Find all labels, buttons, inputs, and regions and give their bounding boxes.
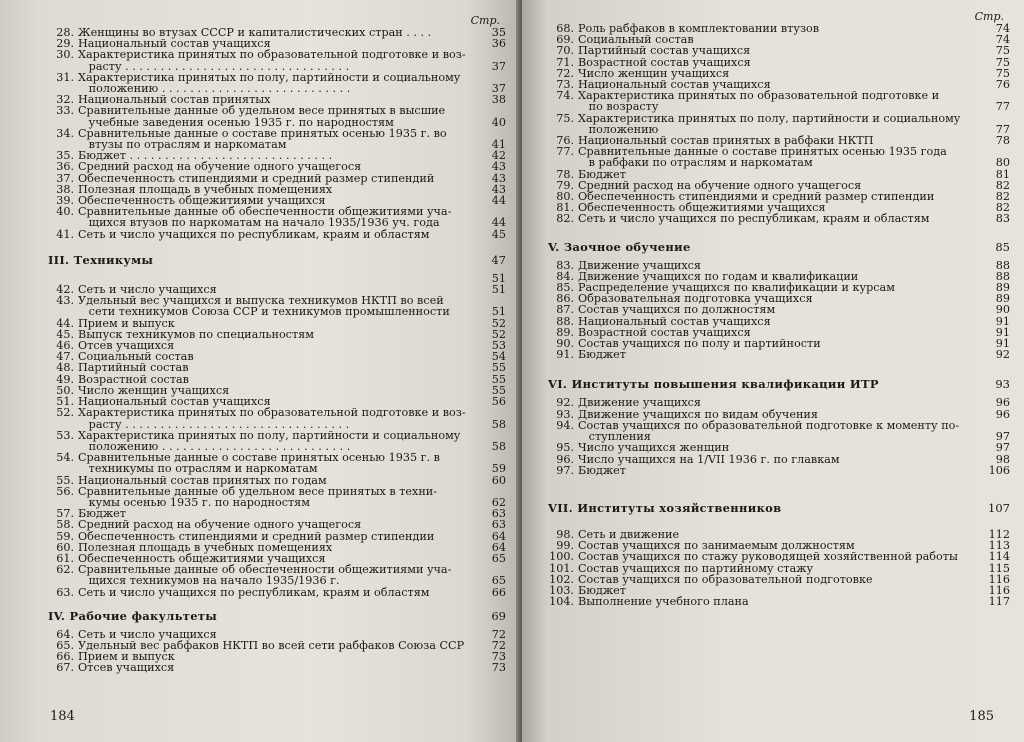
entry-number: 37. [56, 171, 74, 185]
entry-title: ступления [578, 430, 651, 444]
entry-title: Удельный вес рабфаков НКТП во всей сети рабфаков Союза ССР [78, 638, 465, 652]
entry-page: 92 [995, 348, 1010, 362]
entry-page: 77 [995, 100, 1010, 114]
entry-number: 36. [56, 160, 74, 174]
entry-title: Выпуск техникумов по специальностям [78, 327, 314, 341]
entry-page: 82 [995, 201, 1010, 215]
entry-page: 38 [491, 93, 506, 107]
entry-number: 77. [556, 145, 574, 159]
section-title: VII. Институты хозяйственников [548, 500, 782, 515]
entry-page: 89 [995, 292, 1010, 306]
toc-section-heading [548, 502, 1010, 515]
entry-title: Бюджет [578, 167, 626, 181]
entry-page: 116 [988, 572, 1010, 586]
entry-page: 44 [491, 194, 506, 208]
entry-title: Состав учащихся по занимаемым должностям [578, 539, 855, 553]
entry-number: 32. [56, 93, 74, 107]
entry-page: 43 [491, 160, 506, 174]
entry-number: 40. [56, 205, 74, 219]
entry-number: 63. [56, 585, 74, 599]
entry-page: 40 [491, 115, 506, 129]
entry-number: 87. [556, 303, 574, 317]
entry-title: Национальный состав учащихся [78, 395, 271, 409]
entry-page: 112 [988, 527, 1010, 541]
entry-title: Характеристика принятых по образовательной подготовке и воз- [78, 48, 466, 62]
entry-title: Бюджет . . . . . . . . . . . . . . . . . . . . . . . . . . . . . [78, 149, 333, 163]
entry-title: Обеспеченность общежитиями учащихся [78, 194, 326, 208]
entry-number: 82. [556, 212, 574, 226]
entry-page: 72 [491, 638, 506, 652]
entry-title: Состав учащихся по должностям [578, 303, 776, 317]
entry-number: 75. [556, 111, 574, 125]
entry-number: 102. [549, 572, 574, 586]
entry-page: 45 [491, 227, 506, 241]
entry-title: Средний расход на обучение одного учащегося [78, 160, 362, 174]
entry-title: кумы осенью 1935 г. по народностям [78, 495, 310, 509]
entry-number: 78. [556, 167, 574, 181]
entry-page: 97 [995, 441, 1010, 455]
entry-page: 54 [491, 350, 506, 364]
toc-entry [48, 407, 506, 418]
entry-title: Прием и выпуск [78, 650, 175, 664]
entry-title: Образовательная подготовка учащихся [578, 292, 813, 306]
entry-page: 83 [995, 212, 1010, 226]
entry-page: 51 [491, 283, 506, 297]
entry-title: Движение учащихся [578, 396, 701, 410]
entry-number: 64. [56, 627, 74, 641]
entry-page: 65 [491, 551, 506, 565]
entry-page: 91 [995, 314, 1010, 328]
entry-title: Состав учащихся по стажу руководящей хозяйственной работы [578, 550, 958, 564]
entry-number: 83. [556, 258, 574, 272]
entry-page: 80 [995, 156, 1010, 170]
entry-number: 51. [56, 395, 74, 409]
entry-page: 76 [995, 78, 1010, 92]
section-title: V. Заочное обучение [548, 239, 691, 254]
section-title: IV. Рабочие факультеты [48, 608, 218, 623]
entry-title: Национальный состав учащихся [578, 314, 771, 328]
entry-number: 86. [556, 292, 574, 306]
entry-page: 60 [491, 473, 506, 487]
entry-page: 98 [995, 452, 1010, 466]
entry-number: 98. [556, 527, 574, 541]
entry-title: расту . . . . . . . . . . . . . . . . . . . . . . . . . . . . . . . . [78, 59, 350, 73]
entry-number: 68. [556, 22, 574, 35]
entry-number: 49. [56, 372, 74, 386]
page-number: 184 [50, 709, 75, 724]
toc-entry [48, 463, 506, 474]
entry-title: Характеристика принятых по полу, партийности и социальному [578, 111, 961, 125]
entry-page: 65 [491, 574, 506, 588]
entry-page: 41 [491, 138, 506, 152]
entry-number: 41. [56, 227, 74, 241]
entry-title: Состав учащихся по образовательной подготовке [578, 572, 873, 586]
entry-title: Состав учащихся по партийному стажу [578, 561, 814, 575]
entry-page: 55 [491, 383, 506, 397]
page-header-label: Стр. [470, 14, 500, 27]
entry-title: Обеспеченность стипендиями и средний размер стипендии [578, 190, 935, 204]
section-page: 107 [988, 500, 1010, 515]
entry-number: 88. [556, 314, 574, 328]
entry-title: Сеть и число учащихся по республикам, краям и областям [78, 227, 430, 241]
entry-title: Обеспеченность стипендиями и средний размер стипендий [78, 171, 435, 185]
entry-number: 35. [56, 149, 74, 163]
entry-page: 117 [988, 595, 1010, 609]
entry-page: 78 [995, 134, 1010, 148]
entry-number: 29. [56, 37, 74, 51]
entry-title: положению . . . . . . . . . . . . . . . . . . . . . . . . . . . [78, 439, 351, 453]
entry-page: 51 [491, 271, 506, 285]
entry-page: 91 [995, 325, 1010, 339]
entry-title: Партийный состав учащихся [578, 44, 751, 58]
entry-title: расту . . . . . . . . . . . . . . . . . . . . . . . . . . . . . . . . [78, 417, 350, 431]
page-header-label: Стр. [974, 10, 1004, 23]
section-page: 85 [995, 239, 1010, 254]
entry-page: 113 [988, 539, 1010, 553]
entry-number: 61. [56, 551, 74, 565]
entry-number: 54. [56, 451, 74, 465]
entry-title: Полезная площадь в учебных помещениях [78, 182, 333, 196]
entry-title: Сравнительные данные об обеспеченности общежитиями уча- [78, 205, 452, 219]
entry-number: 72. [556, 66, 574, 80]
entry-title: Средний расход на обучение одного учащегося [578, 178, 862, 192]
entry-title: Средний расход на обучение одного учащегося [78, 518, 362, 532]
entry-number: 42. [56, 283, 74, 297]
entry-title: щихся техникумов на начало 1935/1936 г. [78, 574, 340, 588]
entry-page: 35 [491, 26, 506, 39]
entry-title: Характеристика принятых по полу, партийности и социальному [78, 70, 461, 84]
entry-title: Движение учащихся по видам обучения [578, 407, 818, 421]
entry-page: 42 [491, 149, 506, 163]
entry-number: 84. [556, 269, 574, 283]
entry-number: 81. [556, 201, 574, 215]
entry-title: Социальный состав [78, 350, 194, 364]
entry-number: 48. [56, 361, 74, 375]
entry-number: 101. [549, 561, 574, 575]
entry-number: 73. [556, 78, 574, 92]
entry-number: 70. [556, 44, 574, 58]
entry-number: 38. [56, 182, 74, 196]
entry-number: 94. [556, 418, 574, 432]
entry-title: Число учащихся женщин [578, 441, 730, 455]
entry-number: 65. [56, 638, 74, 652]
entry-number: 93. [556, 407, 574, 421]
entry-page: 37 [491, 82, 506, 96]
toc-entry [48, 105, 506, 116]
entry-number: 76. [556, 134, 574, 148]
entry-title: Партийный состав [78, 361, 189, 375]
entry-number: 56. [56, 484, 74, 498]
entry-title: Число женщин учащихся [78, 383, 230, 397]
entry-number: 79. [556, 178, 574, 192]
entry-number: 46. [56, 339, 74, 353]
entry-title: Отсев учащихся [78, 339, 175, 353]
entry-page: 73 [491, 650, 506, 664]
entry-title: Сеть и число учащихся [78, 283, 217, 297]
entry-page: 75 [995, 55, 1010, 69]
entry-page: 75 [995, 66, 1010, 80]
entry-number: 50. [56, 383, 74, 397]
entry-page: 43 [491, 182, 506, 196]
entry-title: Обеспеченность общежитиями учащихся [578, 201, 826, 215]
toc-entry [48, 161, 506, 172]
toc-entry [548, 157, 1010, 168]
toc-list [48, 629, 506, 674]
entry-page: 52 [491, 327, 506, 341]
entry-title: по возрасту [578, 100, 659, 114]
entry-page: 115 [988, 561, 1010, 575]
entry-number: 67. [56, 661, 74, 675]
entry-page: 72 [491, 627, 506, 641]
entry-page: 97 [995, 430, 1010, 444]
entry-title: Распределение учащихся по квалификации и курсам [578, 281, 895, 295]
entry-title: Обеспеченность общежитиями учащихся [78, 551, 326, 565]
entry-title: Женщины во втузах СССР и капиталистических стран . . . . [78, 26, 432, 39]
entry-title: Движение учащихся по годам и квалификации [578, 269, 859, 283]
entry-page: 114 [988, 550, 1010, 564]
toc-entry [48, 306, 506, 317]
entry-title: щихся втузов по наркоматам на начало 1935/1936 уч. года [78, 216, 440, 230]
toc-list [548, 23, 1010, 225]
entry-page: 43 [491, 171, 506, 185]
entry-number: 104. [549, 595, 574, 609]
entry-title: Роль рабфаков в комплектовании втузов [578, 22, 820, 35]
entry-page: 56 [491, 395, 506, 409]
entry-number: 92. [556, 396, 574, 410]
toc-entry [548, 101, 1010, 112]
entry-number: 66. [56, 650, 74, 664]
entry-title: Сеть и число учащихся по республикам, краям и областям [578, 212, 930, 226]
entry-title: Бюджет [578, 463, 626, 477]
toc-list [48, 27, 506, 240]
entry-page: 64 [491, 529, 506, 543]
entry-number: 95. [556, 441, 574, 455]
entry-title: Выполнение учебного плана [578, 595, 749, 609]
entry-title: учебные заведения осенью 1935 г. по народностям [78, 115, 394, 129]
entry-title: Отсев учащихся [78, 661, 175, 675]
toc-list [548, 397, 1010, 475]
entry-page: 66 [491, 585, 506, 599]
entry-number: 43. [56, 294, 74, 308]
entry-page: 82 [995, 178, 1010, 192]
entry-title: в рабфаки по отраслям и наркоматам [578, 156, 813, 170]
entry-number: 34. [56, 126, 74, 140]
entry-title: втузы по отраслям и наркоматам [78, 138, 287, 152]
entry-page: 63 [491, 518, 506, 532]
entry-title: Сравнительные данные о составе принятых осенью 1935 г. во [78, 126, 447, 140]
entry-title: положению . . . . . . . . . . . . . . . . . . . . . . . . . . . [78, 82, 351, 96]
entry-title: Возрастной состав [78, 372, 189, 386]
entry-number: 58. [56, 518, 74, 532]
entry-title: Сравнительные данные о составе принятых осенью 1935 года [578, 145, 947, 159]
entry-page: 58 [491, 439, 506, 453]
toc-list [548, 260, 1010, 361]
toc-entry [548, 596, 1010, 607]
entry-title: Национальный состав принятых в рабфаки НКТП [578, 134, 874, 148]
entry-number: 30. [56, 48, 74, 62]
entry-number: 103. [549, 583, 574, 597]
entry-number: 99. [556, 539, 574, 553]
entry-page: 89 [995, 281, 1010, 295]
entry-page: 55 [491, 372, 506, 386]
entry-title: Характеристика принятых по образовательной подготовке и воз- [78, 406, 466, 420]
entry-number: 85. [556, 281, 574, 295]
toc-entry [548, 397, 1010, 408]
entry-number: 55. [56, 473, 74, 487]
toc-entry [48, 575, 506, 586]
entry-page: 88 [995, 258, 1010, 272]
toc-entry [48, 662, 506, 673]
entry-page: 75 [995, 44, 1010, 58]
entry-number: 31. [56, 70, 74, 84]
entry-number: 59. [56, 529, 74, 543]
entry-title: Сеть и число учащихся по республикам, краям и областям [78, 585, 430, 599]
toc-section-heading [548, 241, 1010, 254]
entry-number: 80. [556, 190, 574, 204]
entry-page: 96 [995, 396, 1010, 410]
entry-page: 88 [995, 269, 1010, 283]
entry-number: 74. [556, 89, 574, 103]
entry-page: 51 [491, 305, 506, 319]
entry-page: 37 [491, 59, 506, 73]
entry-title: Возрастной состав учащихся [578, 325, 751, 339]
entry-title: сети техникумов Союза ССР и техникумов промышленности [78, 305, 450, 319]
entry-title: Возрастной состав учащихся [578, 55, 751, 69]
entry-number: 28. [56, 26, 74, 39]
entry-page: 81 [995, 167, 1010, 181]
entry-title: Социальный состав [578, 33, 694, 47]
entry-title: Состав учащихся по полу и партийности [578, 337, 821, 351]
entry-page: 77 [995, 122, 1010, 136]
entry-page: 63 [491, 507, 506, 521]
right-page [522, 0, 1024, 742]
entry-page: 74 [995, 33, 1010, 47]
entry-number: 96. [556, 452, 574, 466]
entry-number: 53. [56, 428, 74, 442]
entry-title: Состав учащихся по образовательной подготовке к моменту по- [578, 418, 960, 432]
toc-list [548, 529, 1010, 607]
entry-title: Сеть и число учащихся [78, 627, 217, 641]
entry-page: 58 [491, 417, 506, 431]
entry-title: Движение учащихся [578, 258, 701, 272]
entry-page: 53 [491, 339, 506, 353]
entry-number: 97. [556, 463, 574, 477]
entry-page: 74 [995, 22, 1010, 35]
entry-title: Удельный вес учащихся и выпуска техникумов НКТП во всей [78, 294, 444, 308]
entry-page: 91 [995, 337, 1010, 351]
entry-number: 62. [56, 563, 74, 577]
toc-entry [548, 442, 1010, 453]
toc-entry [48, 229, 506, 240]
entry-page: 52 [491, 316, 506, 330]
entry-number: 71. [556, 55, 574, 69]
entry-title: Сравнительные данные об обеспеченности общежитиями уча- [78, 563, 452, 577]
entry-number: 69. [556, 33, 574, 47]
entry-title: Прием и выпуск [78, 316, 175, 330]
entry-number: 89. [556, 325, 574, 339]
entry-page: 96 [995, 407, 1010, 421]
entry-title: Характеристика принятых по образовательной подготовке и [578, 89, 940, 103]
entry-page: 55 [491, 361, 506, 375]
toc-entry [48, 217, 506, 228]
toc-section-heading [48, 610, 506, 623]
entry-title: Сравнительные данные об удельном весе принятых в техни- [78, 484, 438, 498]
entry-number: 33. [56, 104, 74, 118]
entry-page: 62 [491, 495, 506, 509]
entry-number: 100. [549, 550, 574, 564]
entry-number: 52. [56, 406, 74, 420]
entry-title: Число женщин учащихся [578, 66, 730, 80]
toc-entry [48, 587, 506, 598]
toc-entry [48, 49, 506, 60]
entry-title: Национальный состав принятых [78, 93, 271, 107]
section-page: 93 [995, 377, 1010, 392]
entry-page: 106 [988, 463, 1010, 477]
entry-title: Полезная площадь в учебных помещениях [78, 540, 333, 554]
entry-title: Национальный состав принятых по годам [78, 473, 327, 487]
toc-entry [548, 304, 1010, 315]
entry-title: Бюджет [578, 348, 626, 362]
toc-entry [48, 519, 506, 530]
entry-number: 47. [56, 350, 74, 364]
entry-page: 90 [995, 303, 1010, 317]
section-title: VI. Институты повышения квалификации ИТР [548, 377, 879, 392]
entry-page: 73 [491, 661, 506, 675]
entry-title: Число учащихся на 1/VII 1936 г. по главкам [578, 452, 840, 466]
page-number: 185 [969, 709, 994, 724]
toc-list [48, 273, 506, 598]
entry-title: Национальный состав учащихся [78, 37, 271, 51]
entry-title: Обеспеченность стипендиями и средний размер стипендии [78, 529, 435, 543]
entry-title: Характеристика принятых по полу, партийности и социальному [78, 428, 461, 442]
entry-page: 59 [491, 462, 506, 476]
entry-number: 91. [556, 348, 574, 362]
section-page: 69 [491, 608, 506, 623]
toc-entry [548, 465, 1010, 476]
entry-page: 116 [988, 583, 1010, 597]
entry-title: Сравнительные данные об удельном весе принятых в высшие [78, 104, 446, 118]
entry-title: техникумы по отраслям и наркоматам [78, 462, 318, 476]
toc-section-heading [548, 378, 1010, 391]
entry-page: 36 [491, 37, 506, 51]
toc-entry [548, 349, 1010, 360]
entry-page: 82 [995, 190, 1010, 204]
entry-title: Сеть и движение [578, 527, 680, 541]
entry-title: Национальный состав учащихся [578, 78, 771, 92]
entry-number: 44. [56, 316, 74, 330]
entry-title: Бюджет [578, 583, 626, 597]
section-title: III. Техникумы [48, 252, 154, 267]
entry-page: 44 [491, 216, 506, 230]
entry-number: 60. [56, 540, 74, 554]
toc-entry [548, 45, 1010, 56]
toc-entry [548, 213, 1010, 224]
toc-section-heading [48, 254, 506, 267]
entry-page: 64 [491, 540, 506, 554]
entry-number: 45. [56, 327, 74, 341]
entry-title: Сравнительные данные о составе принятых осенью 1935 г. в [78, 451, 440, 465]
section-page: 47 [491, 252, 506, 267]
entry-title: положению [578, 122, 659, 136]
toc-entry [48, 362, 506, 373]
entry-number: 90. [556, 337, 574, 351]
toc-entry [548, 551, 1010, 562]
entry-number: 57. [56, 507, 74, 521]
entry-title: Бюджет [78, 507, 126, 521]
entry-number: 39. [56, 194, 74, 208]
